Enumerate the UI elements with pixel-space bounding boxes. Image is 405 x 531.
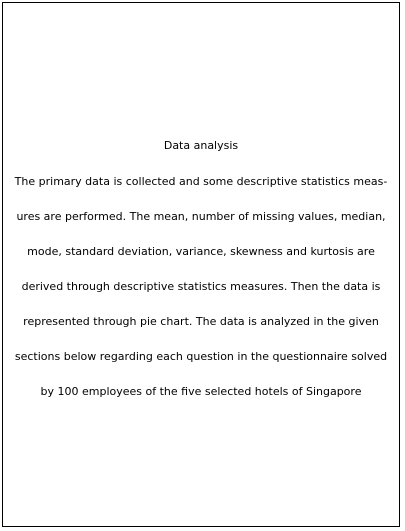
paragraph-line-1: The primary data is collected and some descriptive statistics meas-	[14, 175, 388, 188]
paragraph-line-2: ures are performed. The mean, number of missing values, median,	[16, 210, 386, 223]
document-page	[2, 2, 400, 527]
section-heading: Data analysis	[163, 139, 239, 152]
paragraph-line-7: by 100 employees of the five selected hotels of Singapore	[40, 385, 362, 398]
paragraph-line-4: derived through descriptive statistics measures. Then the data is	[21, 280, 381, 293]
paragraph-line-3: mode, standard deviation, variance, skewness and kurtosis are	[27, 245, 375, 258]
paragraph-line-5: represented through pie chart. The data is analyzed in the given	[23, 315, 379, 328]
paragraph-line-6: sections below regarding each question in the questionnaire solved	[14, 350, 388, 363]
